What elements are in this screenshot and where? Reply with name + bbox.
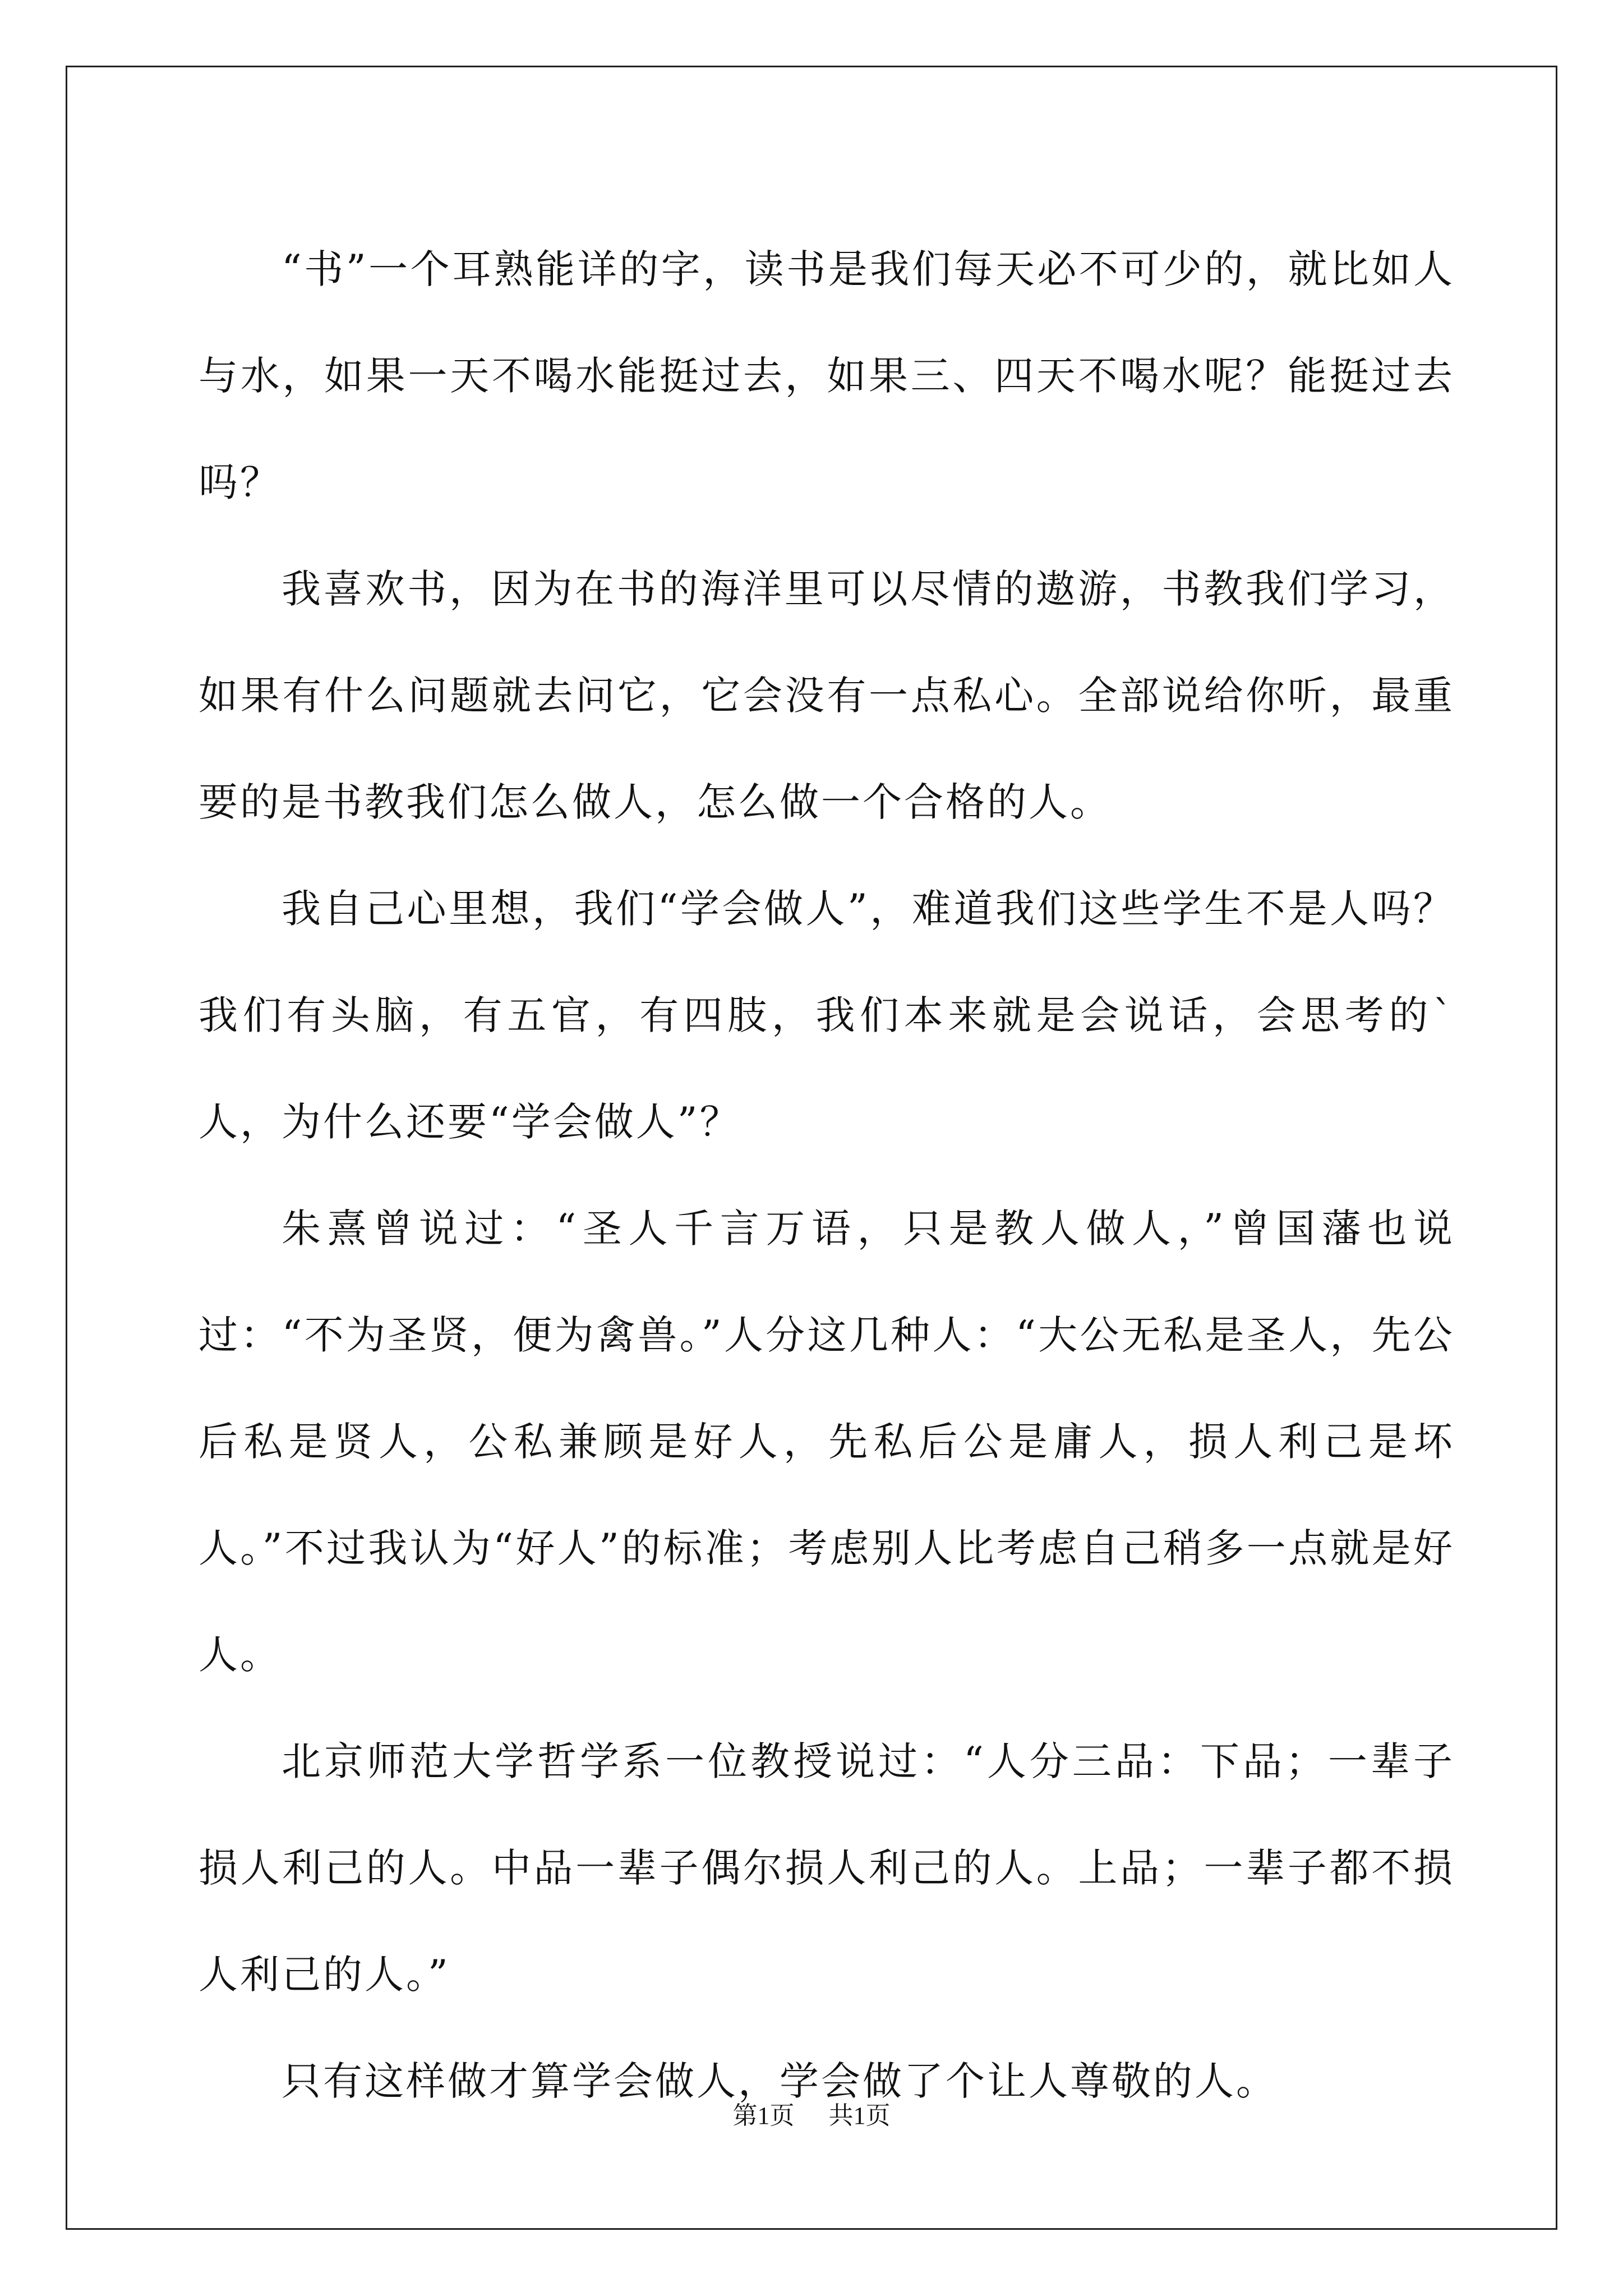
page-number-total: 共1页 [828, 2102, 891, 2129]
paragraph-6: 只有这样做才算学会做人，学会做了个让人尊敬的人。 [282, 2058, 1278, 2104]
paragraph-1: “书”一个耳熟能详的字，读书是我们每天必不可少的，就比如人与水，如果一天不喝水能挺过去，如果三、四天不喝水呢？能挺过去吗？ [199, 246, 1455, 505]
page-number-current: 第1页 [732, 2102, 795, 2129]
paragraph-3: 我自己心里想，我们“学会做人”，难道我们这些学生不是人吗？我们有头脑，有五官，有四肢，我们本来就是会说话，会思考的`人，为什么还要“学会做人”？ [199, 886, 1455, 1145]
document-body [199, 216, 1455, 2134]
page-footer [0, 2095, 1623, 2131]
paragraph-5: 北京师范大学哲学系一位教授说过：“人分三品：下品；一辈子损人利己的人。中品一辈子偶尔损人利己的人。上品；一辈子都不损人利己的人。” [199, 1738, 1455, 1998]
paragraph-4: 朱熹曾说过：“圣人千言万语，只是教人做人，”曾国藩也说过：“不为圣贤，便为禽兽。”人分这几种人：“大公无私是圣人，先公后私是贤人，公私兼顾是好人，先私后公是庸人，损人利己是坏人。”不过我认为“好人”的标准；考虑别人比考虑自己稍多一点就是好人。 [199, 1205, 1455, 1678]
paragraph-2: 我喜欢书，因为在书的海洋里可以尽情的遨游，书教我们学习，如果有什么问题就去问它，它会没有一点私心。全部说给你听，最重要的是书教我们怎么做人，怎么做一个合格的人。 [199, 566, 1455, 825]
